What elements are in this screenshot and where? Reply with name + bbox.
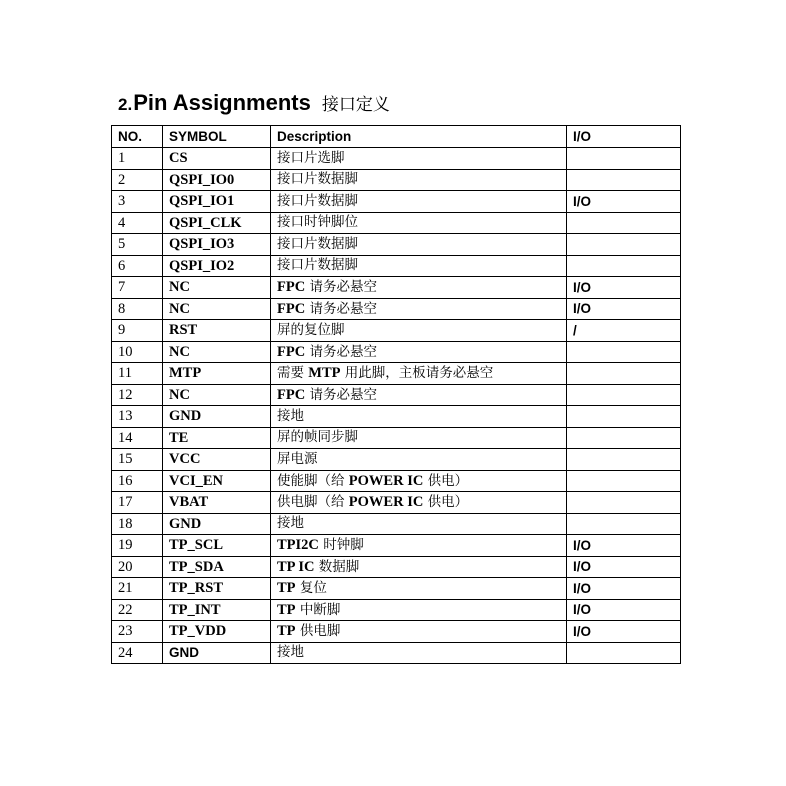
cell-io <box>567 148 681 170</box>
cell-description <box>271 341 567 363</box>
cell-symbol: RST <box>163 320 271 342</box>
description-segment: TP <box>277 580 296 596</box>
cell-io: I/O <box>567 298 681 320</box>
description-segment: 请务必悬空 <box>305 343 377 360</box>
table-row <box>112 513 681 535</box>
cell-description <box>271 556 567 578</box>
cell-io: / <box>567 320 681 342</box>
cell-symbol: QSPI_IO2 <box>163 255 271 277</box>
cell-symbol: VBAT <box>163 492 271 514</box>
description-segment: FPC <box>277 279 306 295</box>
cell-io <box>567 513 681 535</box>
description-segment: 复位 <box>295 580 327 596</box>
cell-symbol: QSPI_IO0 <box>163 169 271 191</box>
cell-io <box>567 427 681 449</box>
table-row <box>112 191 681 213</box>
cell-description <box>271 212 567 234</box>
pin-assignment-table <box>111 125 681 664</box>
cell-symbol: TP_SCL <box>163 535 271 557</box>
cell-description <box>271 363 567 385</box>
cell-no: 2 <box>112 169 163 191</box>
table-row <box>112 384 681 406</box>
cell-no: 6 <box>112 255 163 277</box>
description-segment: MTP <box>308 365 341 381</box>
table-row <box>112 535 681 557</box>
cell-no: 8 <box>112 298 163 320</box>
description-segment: TP <box>277 623 296 639</box>
cell-symbol: QSPI_IO3 <box>163 234 271 256</box>
description-segment: 屏的复位脚 <box>277 321 345 338</box>
cell-no: 16 <box>112 470 163 492</box>
cell-description <box>271 535 567 557</box>
table-row <box>112 148 681 170</box>
column-header-no: NO. <box>112 126 163 148</box>
cell-symbol: NC <box>163 277 271 299</box>
cell-symbol: MTP <box>163 363 271 385</box>
cell-no: 4 <box>112 212 163 234</box>
cell-description <box>271 277 567 299</box>
description-segment: 接口片选脚 <box>277 149 345 166</box>
cell-no: 24 <box>112 642 163 664</box>
cell-io <box>567 406 681 428</box>
table-row <box>112 470 681 492</box>
cell-symbol: GND <box>163 513 271 535</box>
cell-io <box>567 341 681 363</box>
column-header-io: I/O <box>567 126 681 148</box>
cell-symbol: NC <box>163 341 271 363</box>
cell-description <box>271 642 567 664</box>
cell-description <box>271 384 567 406</box>
table-row <box>112 578 681 600</box>
table-header-row <box>112 126 681 148</box>
cell-no: 22 <box>112 599 163 621</box>
cell-no: 18 <box>112 513 163 535</box>
cell-description <box>271 255 567 277</box>
table-row <box>112 255 681 277</box>
cell-symbol: GND <box>163 642 271 664</box>
cell-io: I/O <box>567 578 681 600</box>
table-row <box>112 599 681 621</box>
cell-no: 7 <box>112 277 163 299</box>
cell-description <box>271 191 567 213</box>
cell-io <box>567 492 681 514</box>
cell-description <box>271 148 567 170</box>
cell-no: 17 <box>112 492 163 514</box>
description-segment: 供电） <box>423 494 469 510</box>
cell-io <box>567 212 681 234</box>
cell-io <box>567 449 681 471</box>
cell-symbol: NC <box>163 298 271 320</box>
description-segment: FPC <box>277 300 306 317</box>
cell-symbol: VCC <box>163 449 271 471</box>
cell-symbol: NC <box>163 384 271 406</box>
cell-no: 14 <box>112 427 163 449</box>
cell-no: 15 <box>112 449 163 471</box>
cell-io <box>567 363 681 385</box>
cell-io: I/O <box>567 277 681 299</box>
description-segment: TPI2C <box>277 537 319 553</box>
cell-no: 21 <box>112 578 163 600</box>
cell-description <box>271 599 567 621</box>
cell-io <box>567 384 681 406</box>
table-row <box>112 427 681 449</box>
table-row <box>112 449 681 471</box>
cell-io: I/O <box>567 556 681 578</box>
table-row <box>112 621 681 643</box>
description-segment: 请务必悬空 <box>305 386 377 403</box>
cell-no: 19 <box>112 535 163 557</box>
cell-no: 11 <box>112 363 163 385</box>
description-segment: 屏电源 <box>277 450 318 467</box>
description-segment: 供电） <box>423 472 469 489</box>
cell-symbol: TP_RST <box>163 578 271 600</box>
cell-no: 1 <box>112 148 163 170</box>
description-segment: 数据脚 <box>314 558 360 575</box>
cell-io: I/O <box>567 191 681 213</box>
table-body <box>112 148 681 664</box>
cell-symbol: QSPI_IO1 <box>163 191 271 213</box>
cell-no: 20 <box>112 556 163 578</box>
cell-no: 10 <box>112 341 163 363</box>
description-segment: 接口片数据脚 <box>277 257 358 273</box>
cell-description <box>271 492 567 514</box>
description-segment: 接口片数据脚 <box>277 192 358 209</box>
section-number: 2. <box>118 95 133 114</box>
description-segment: 时钟脚 <box>318 537 364 553</box>
description-segment: 接地 <box>277 644 304 660</box>
table-row <box>112 492 681 514</box>
cell-io: I/O <box>567 599 681 621</box>
table-row <box>112 642 681 664</box>
cell-symbol: TP_SDA <box>163 556 271 578</box>
description-segment: POWER IC <box>348 494 424 510</box>
description-segment: 请务必悬空 <box>305 279 377 295</box>
cell-description <box>271 470 567 492</box>
description-segment: TP <box>277 601 296 618</box>
description-segment: 接口片数据脚 <box>277 235 358 252</box>
description-segment: 接口片数据脚 <box>277 171 358 187</box>
description-segment: 用此脚，主板请务必悬空 <box>340 365 494 381</box>
cell-io <box>567 169 681 191</box>
cell-io: I/O <box>567 621 681 643</box>
section-title: Pin Assignments <box>133 90 311 115</box>
description-segment: 使能脚（给 <box>277 472 349 489</box>
cell-description <box>271 298 567 320</box>
table-row <box>112 234 681 256</box>
cell-io <box>567 255 681 277</box>
cell-symbol: QSPI_CLK <box>163 212 271 234</box>
table-row <box>112 212 681 234</box>
table-row <box>112 556 681 578</box>
description-segment: 接地 <box>277 407 304 424</box>
description-segment: 接地 <box>277 515 304 531</box>
table-row <box>112 298 681 320</box>
cell-description <box>271 578 567 600</box>
cell-no: 5 <box>112 234 163 256</box>
cell-description <box>271 320 567 342</box>
description-segment: FPC <box>277 343 306 360</box>
cell-description <box>271 427 567 449</box>
cell-io: I/O <box>567 535 681 557</box>
section-title-chinese: 接口定义 <box>321 95 390 115</box>
description-segment: 屏的帧同步脚 <box>277 429 358 445</box>
cell-symbol: TP_VDD <box>163 621 271 643</box>
cell-no: 12 <box>112 384 163 406</box>
column-header-symbol: SYMBOL <box>163 126 271 148</box>
cell-description <box>271 234 567 256</box>
cell-description <box>271 449 567 471</box>
description-segment: FPC <box>277 386 306 403</box>
cell-symbol: CS <box>163 148 271 170</box>
description-segment: TP IC <box>277 558 315 575</box>
cell-no: 23 <box>112 621 163 643</box>
table-row <box>112 320 681 342</box>
description-segment: 接口时钟脚位 <box>277 214 358 230</box>
cell-symbol: TP_INT <box>163 599 271 621</box>
description-segment: 请务必悬空 <box>305 300 377 317</box>
column-header-description: Description <box>271 126 567 148</box>
cell-io <box>567 234 681 256</box>
cell-no: 9 <box>112 320 163 342</box>
description-segment: 中断脚 <box>295 601 341 618</box>
cell-symbol: TE <box>163 427 271 449</box>
cell-description <box>271 513 567 535</box>
table-row <box>112 277 681 299</box>
cell-description <box>271 406 567 428</box>
cell-no: 13 <box>112 406 163 428</box>
page-title <box>118 90 390 118</box>
description-segment: 供电脚（给 <box>277 494 349 510</box>
table-row <box>112 169 681 191</box>
description-segment: 供电脚 <box>295 623 341 639</box>
table-row <box>112 363 681 385</box>
cell-symbol: GND <box>163 406 271 428</box>
cell-io <box>567 642 681 664</box>
table-row <box>112 406 681 428</box>
description-segment: 需要 <box>277 365 309 381</box>
description-segment: POWER IC <box>348 472 424 489</box>
table-row <box>112 341 681 363</box>
cell-description <box>271 169 567 191</box>
cell-io <box>567 470 681 492</box>
cell-symbol: VCI_EN <box>163 470 271 492</box>
cell-no: 3 <box>112 191 163 213</box>
cell-description <box>271 621 567 643</box>
